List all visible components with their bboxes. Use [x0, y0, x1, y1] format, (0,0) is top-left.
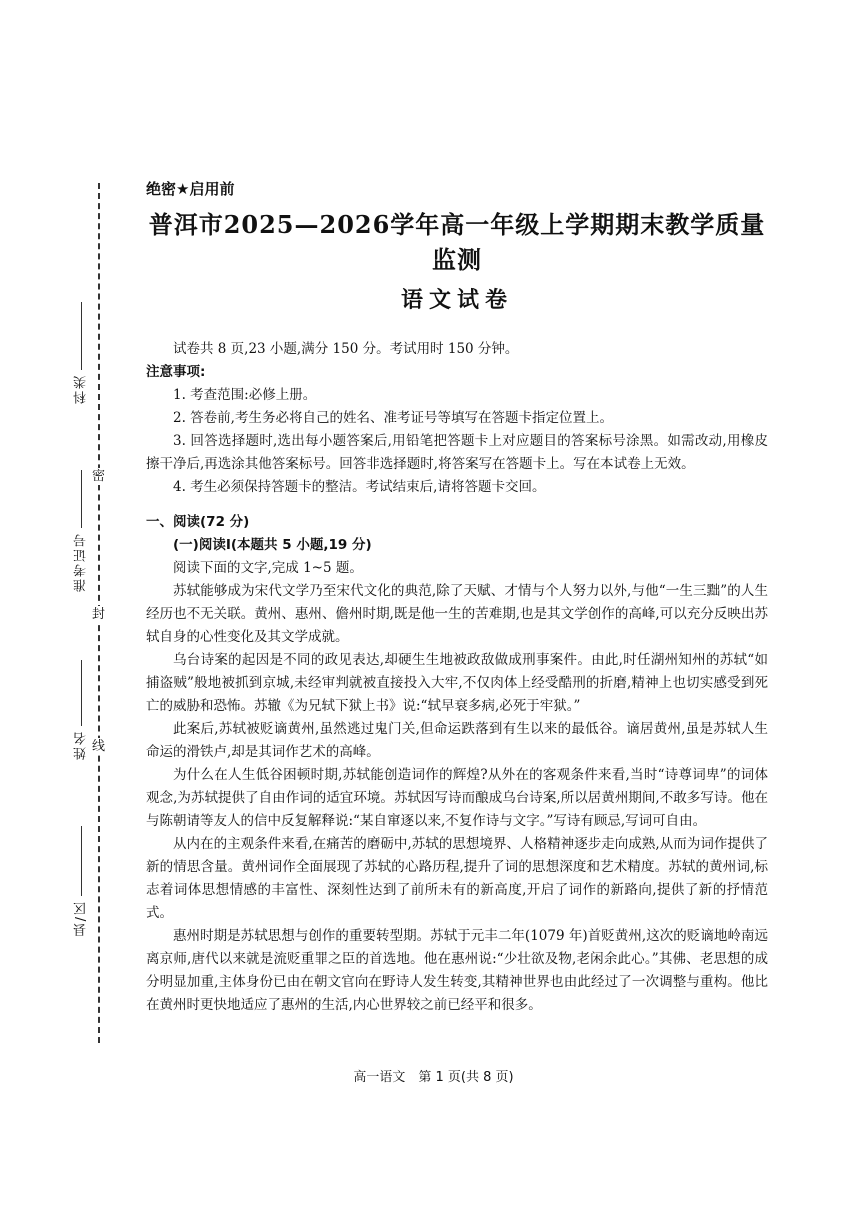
- passage-paragraph: 乌台诗案的起因是不同的政见表达,却硬生生地被政敌做成刑事案件。由此,时任湖州知州的苏轼“如捕盗贼”般地被抓到京城,未经审判就被直接投入大牢,不仅肉体上经受酷刑的折磨,精神上也切实感受到死亡的威胁和恐怖。苏辙《为兄轼下狱上书》说:“轼早衰多病,必死于牢狱。”: [146, 652, 768, 714]
- page-footer: 高一语文 第 1 页(共 8 页): [353, 1070, 514, 1085]
- seal-char-xian: 线: [92, 739, 106, 754]
- name-label: 姓名: [74, 730, 89, 760]
- field-name: [72, 660, 91, 760]
- seal-char-mi: 密: [92, 469, 106, 484]
- binding-margin: [0, 0, 140, 1228]
- subject-blank: [81, 302, 82, 370]
- exam-page-content: [146, 178, 768, 1017]
- exam-number-label: 准考证号: [74, 532, 89, 592]
- field-district: [72, 826, 91, 936]
- seal-char-feng: 封: [92, 607, 106, 622]
- notice-item: 2. 答卷前,考生务必将自己的姓名、准考证号等填写在答题卡指定位置上。: [173, 410, 613, 426]
- section-heading: 一、阅读(72 分): [146, 514, 250, 530]
- exam-subtitle: 语文试卷: [400, 287, 513, 313]
- exam-number-blank: [81, 470, 82, 528]
- notice-item: 4. 考生必须保持答题卡的整洁。考试结束后,请将答题卡交回。: [173, 479, 546, 495]
- name-blank: [81, 660, 82, 726]
- field-exam-number: [72, 470, 91, 592]
- notice-heading: 注意事项:: [146, 364, 206, 380]
- passage-paragraph: 为什么在人生低谷困顿时期,苏轼能创造词作的辉煌?从外在的客观条件来看,当时“诗尊词卑”的词体观念,为苏轼提供了自由作词的适宜环境。苏轼因写诗而酿成乌台诗案,所以居黄州期间,不敢多写诗。他在与陈朝请等友人的信中反复解释说:“某自窜逐以来,不复作诗与文字。”写诗有顾忌,写词可自由。: [146, 767, 768, 829]
- passage-paragraph: 惠州时期是苏轼思想与创作的重要转型期。苏轼于元丰二年(1079 年)首贬黄州,这次的贬谪地岭南远离京师,唐代以来就是流贬重罪之臣的首选地。他在惠州说:“少壮欲及物,老闲余此心。”其佛、老思想的成分明显加重,主体身份已由在朝文官向在野诗人发生转变,其精神世界也由此经过了一次调整与重构。他比在黄州时更快地适应了惠州的生活,内心世界较之前已经平和很多。: [146, 928, 768, 1013]
- field-subject: [72, 302, 91, 404]
- exam-title: 普洱市2025—2026学年高一年级上学期期末教学质量监测: [148, 210, 766, 274]
- reading-instruction: 阅读下面的文字,完成 1~5 题。: [173, 560, 363, 576]
- district-label: 县/区: [74, 900, 89, 937]
- notice-item: 3. 回答选择题时,选出每小题答案后,用铅笔把答题卡上对应题目的答案标号涂黑。如需改动,用橡皮擦干净后,再选涂其他答案标号。回答非选择题时,将答案写在答题卡上。写在本试卷上无效。: [146, 433, 768, 472]
- subject-label: 科类: [74, 374, 89, 404]
- notice-item: 1. 考查范围:必修上册。: [173, 387, 317, 403]
- confidential-mark: 绝密★启用前: [146, 180, 235, 198]
- exam-intro: 试卷共 8 页,23 小题,满分 150 分。考试用时 150 分钟。: [173, 341, 519, 357]
- passage-paragraph: 从内在的主观条件来看,在痛苦的磨砺中,苏轼的思想境界、人格精神逐步走向成熟,从而为词作提供了新的情思含量。黄州词作全面展现了苏轼的心路历程,提升了词的思想深度和艺术精度。苏轼的黄州词,标志着词体思想情感的丰富性、深刻性达到了前所未有的新高度,开启了词作的新路向,提供了新的抒情范式。: [146, 836, 768, 921]
- district-blank: [81, 826, 82, 896]
- passage-paragraph: 苏轼能够成为宋代文学乃至宋代文化的典范,除了天赋、才情与个人努力以外,与他“一生三黜”的人生经历也不无关联。黄州、惠州、儋州时期,既是他一生的苦难期,也是其文学创作的高峰,可以充分反映出苏轼自身的心性变化及其文学成就。: [146, 583, 768, 645]
- passage-paragraph: 此案后,苏轼被贬谪黄州,虽然逃过鬼门关,但命运跌落到有生以来的最低谷。谪居黄州,虽是苏轼人生命运的滑铁卢,却是其词作艺术的高峰。: [146, 721, 768, 760]
- subsection-heading: (一)阅读Ⅰ(本题共 5 小题,19 分): [173, 537, 372, 553]
